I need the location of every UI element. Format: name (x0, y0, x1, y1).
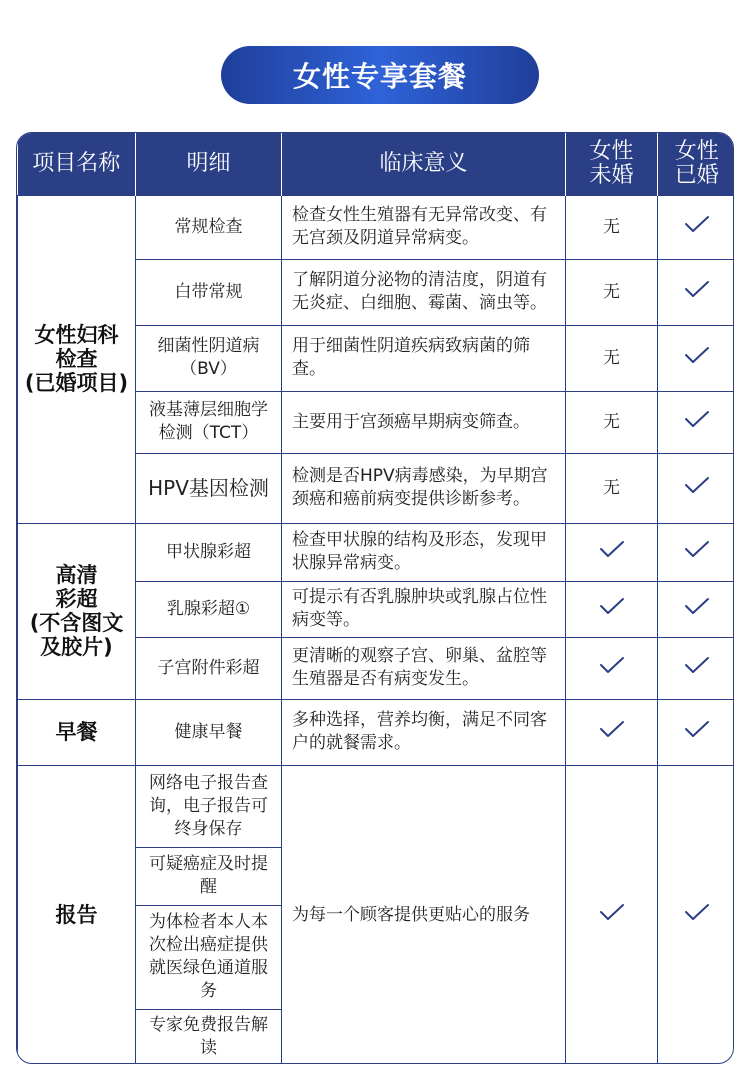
item-cell: 液基薄层细胞学检测（TCT） (136, 391, 282, 453)
desc-cell: 更清晰的观察子宫、卵巢、盆腔等生殖器是否有病变发生。 (282, 637, 566, 699)
desc-cell: 检查甲状腺的结构及形态，发现甲状腺异常病变。 (282, 523, 566, 581)
married-cell (658, 391, 735, 453)
category-cell: 报告 (18, 765, 136, 1064)
desc-cell: 可提示有否乳腺肿块或乳腺占位性病变等。 (282, 581, 566, 637)
category-cell: 早餐 (18, 699, 136, 765)
table-row (18, 195, 735, 259)
desc-cell: 了解阴道分泌物的清洁度，阴道有无炎症、白细胞、霉菌、滴虫等。 (282, 259, 566, 325)
item-cell: 白带常规 (136, 259, 282, 325)
mark-text: 无 (603, 281, 620, 302)
checkmark-icon (684, 214, 710, 234)
item-cell: 专家免费报告解读 (136, 1009, 282, 1064)
item-cell: 乳腺彩超① (136, 581, 282, 637)
checkmark-icon (684, 902, 710, 922)
mark-text: 无 (603, 347, 620, 368)
desc-cell: 检查女性生殖器有无异常改变、有无宫颈及阴道异常病变。 (282, 195, 566, 259)
checkmark-icon (599, 719, 625, 739)
item-cell: 甲状腺彩超 (136, 523, 282, 581)
desc-cell: 为每一个顾客提供更贴心的服务 (282, 765, 566, 1064)
header-unmarried: 女性 未婚 (566, 133, 658, 195)
checkmark-icon (684, 719, 710, 739)
unmarried-cell (566, 523, 658, 581)
checkmark-icon (684, 475, 710, 495)
category-cell: 高清 彩超 (不含图文 及胶片) (18, 523, 136, 699)
desc-cell: 检测是否HPV病毒感染，为早期宫颈癌和癌前病变提供诊断参考。 (282, 453, 566, 523)
checkmark-icon (599, 539, 625, 559)
item-cell: 子宫附件彩超 (136, 637, 282, 699)
married-cell (658, 581, 735, 637)
unmarried-cell (566, 325, 658, 391)
desc-cell: 用于细菌性阴道疾病致病菌的筛查。 (282, 325, 566, 391)
table-row (18, 523, 735, 581)
checkmark-icon (684, 279, 710, 299)
desc-cell: 主要用于宫颈癌早期病变筛查。 (282, 391, 566, 453)
unmarried-cell (566, 765, 658, 1064)
table-row (18, 699, 735, 765)
item-cell: 可疑癌症及时提醒 (136, 847, 282, 905)
unmarried-cell (566, 699, 658, 765)
mark-text: 无 (603, 411, 620, 432)
category-cell: 女性妇科 检查 (已婚项目) (18, 195, 136, 523)
page-title: 女性专享套餐 (221, 46, 539, 104)
mark-text: 无 (603, 477, 620, 498)
checkmark-icon (599, 655, 625, 675)
unmarried-cell (566, 637, 658, 699)
desc-cell: 多种选择，营养均衡，满足不同客户的就餐需求。 (282, 699, 566, 765)
married-cell (658, 325, 735, 391)
unmarried-cell (566, 581, 658, 637)
married-cell (658, 259, 735, 325)
checkmark-icon (684, 539, 710, 559)
header-project: 项目名称 (18, 133, 136, 195)
mark-text: 无 (603, 216, 620, 237)
married-cell (658, 195, 735, 259)
item-cell: 细菌性阴道病（BV） (136, 325, 282, 391)
header-meaning: 临床意义 (282, 133, 566, 195)
header-detail: 明细 (136, 133, 282, 195)
item-cell: 健康早餐 (136, 699, 282, 765)
item-cell: 常规检查 (136, 195, 282, 259)
header-married: 女性 已婚 (658, 133, 735, 195)
checkmark-icon (684, 655, 710, 675)
married-cell (658, 637, 735, 699)
married-cell (658, 453, 735, 523)
married-cell (658, 765, 735, 1064)
item-cell: 网络电子报告查询，电子报告可终身保存 (136, 765, 282, 847)
checkmark-icon (599, 596, 625, 616)
item-cell: HPV基因检测 (136, 453, 282, 523)
unmarried-cell (566, 195, 658, 259)
checkmark-icon (684, 596, 710, 616)
married-cell (658, 699, 735, 765)
checkmark-icon (684, 345, 710, 365)
package-table (16, 132, 734, 1064)
married-cell (658, 523, 735, 581)
unmarried-cell (566, 391, 658, 453)
table-row (18, 765, 735, 847)
unmarried-cell (566, 453, 658, 523)
header-row (18, 133, 735, 195)
unmarried-cell (566, 259, 658, 325)
checkmark-icon (599, 902, 625, 922)
checkmark-icon (684, 409, 710, 429)
item-cell: 为体检者本人本次检出癌症提供就医绿色通道服务 (136, 905, 282, 1009)
